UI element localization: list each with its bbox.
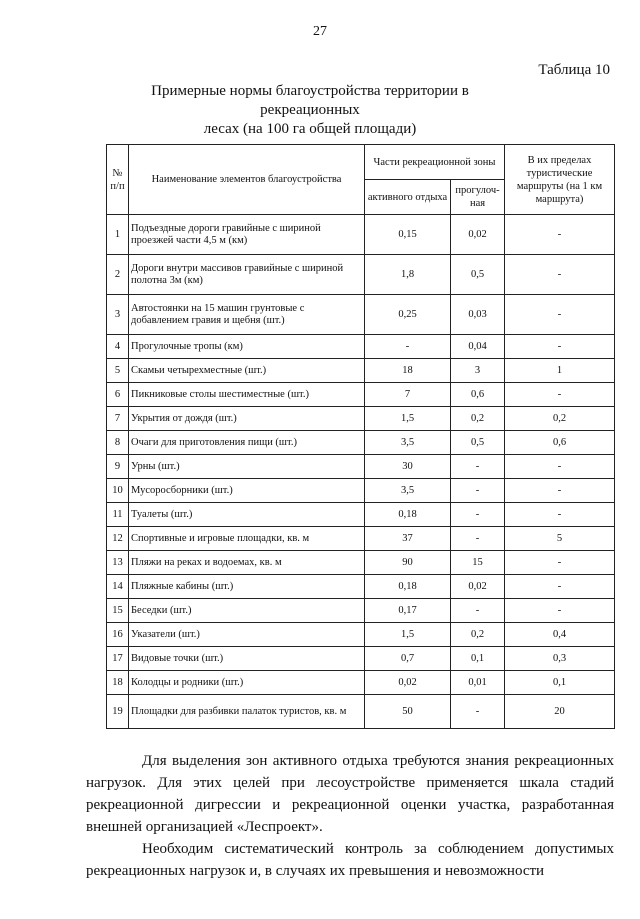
row-name: Укрытия от дождя (шт.)	[129, 407, 365, 431]
row-routes: 0,1	[505, 671, 615, 695]
row-name: Пляжные кабины (шт.)	[129, 575, 365, 599]
row-routes: -	[505, 335, 615, 359]
row-walking: 15	[451, 551, 505, 575]
row-walking: 0,01	[451, 671, 505, 695]
header-walking: прогулоч-ная	[451, 180, 505, 215]
row-walking: -	[451, 503, 505, 527]
row-active: 0,25	[365, 295, 451, 335]
row-routes: -	[505, 599, 615, 623]
row-number: 12	[107, 527, 129, 551]
row-active: 90	[365, 551, 451, 575]
row-active: -	[365, 335, 451, 359]
row-routes: 0,6	[505, 431, 615, 455]
table-row	[107, 255, 615, 295]
row-number: 16	[107, 623, 129, 647]
row-routes: -	[505, 455, 615, 479]
page-number: 27	[313, 24, 327, 39]
row-name: Спортивные и игровые площадки, кв. м	[129, 527, 365, 551]
table-title-line2: лесах (на 100 га общей площади)	[203, 121, 417, 137]
table-row	[107, 295, 615, 335]
row-active: 7	[365, 383, 451, 407]
row-walking: 0,2	[451, 407, 505, 431]
row-walking: 0,5	[451, 255, 505, 295]
row-active: 0,18	[365, 575, 451, 599]
row-routes: 5	[505, 527, 615, 551]
row-name: Пляжи на реках и водоемах, кв. м	[129, 551, 365, 575]
row-number: 8	[107, 431, 129, 455]
row-name: Очаги для приготовления пищи (шт.)	[129, 431, 365, 455]
norms-table	[106, 144, 615, 729]
row-walking: 3	[451, 359, 505, 383]
table-row	[107, 623, 615, 647]
row-name: Автостоянки на 15 машин грунтовые с добавлением гравия и щебня (шт.)	[129, 295, 365, 335]
table-row	[107, 431, 615, 455]
row-number: 13	[107, 551, 129, 575]
table-row	[107, 503, 615, 527]
row-active: 30	[365, 455, 451, 479]
row-active: 18	[365, 359, 451, 383]
row-active: 0,7	[365, 647, 451, 671]
header-zones: Части рекреационной зоны	[365, 145, 505, 180]
row-number: 14	[107, 575, 129, 599]
row-number: 17	[107, 647, 129, 671]
row-walking: 0,6	[451, 383, 505, 407]
row-walking: 0,03	[451, 295, 505, 335]
table-row	[107, 527, 615, 551]
row-active: 50	[365, 695, 451, 729]
row-routes: -	[505, 295, 615, 335]
row-active: 0,02	[365, 671, 451, 695]
row-routes: -	[505, 503, 615, 527]
table-row	[107, 479, 615, 503]
row-number: 4	[107, 335, 129, 359]
row-number: 6	[107, 383, 129, 407]
row-routes: 0,2	[505, 407, 615, 431]
row-routes: -	[505, 383, 615, 407]
row-number: 18	[107, 671, 129, 695]
table-row	[107, 407, 615, 431]
row-walking: 0,5	[451, 431, 505, 455]
table-label: Таблица 10	[538, 62, 610, 78]
row-number: 10	[107, 479, 129, 503]
row-walking: 0,1	[451, 647, 505, 671]
row-active: 37	[365, 527, 451, 551]
row-active: 1,8	[365, 255, 451, 295]
row-walking: -	[451, 479, 505, 503]
row-number: 7	[107, 407, 129, 431]
row-number: 2	[107, 255, 129, 295]
row-active: 0,17	[365, 599, 451, 623]
row-name: Туалеты (шт.)	[129, 503, 365, 527]
row-routes: -	[505, 551, 615, 575]
row-walking: 0,2	[451, 623, 505, 647]
table-row	[107, 695, 615, 729]
row-number: 3	[107, 295, 129, 335]
row-walking: -	[451, 599, 505, 623]
row-walking: 0,04	[451, 335, 505, 359]
row-walking: -	[451, 455, 505, 479]
row-routes: -	[505, 479, 615, 503]
row-name: Урны (шт.)	[129, 455, 365, 479]
row-number: 11	[107, 503, 129, 527]
row-name: Беседки (шт.)	[129, 599, 365, 623]
paragraph-1: Для выделения зон активного отдыха требуются знания рекреационных нагрузок. Для этих целей при лесоустройстве применяется шкала стадий рекреационной дигрессии и рекреационной оценки участка, разработанная внешней организацией «Леспроект».	[86, 753, 614, 835]
row-name: Пикниковые столы шестиместные (шт.)	[129, 383, 365, 407]
row-routes: 20	[505, 695, 615, 729]
row-number: 15	[107, 599, 129, 623]
table-row	[107, 575, 615, 599]
table-row	[107, 647, 615, 671]
row-name: Видовые точки (шт.)	[129, 647, 365, 671]
table-row	[107, 599, 615, 623]
row-name: Скамьи четырехместные (шт.)	[129, 359, 365, 383]
row-number: 5	[107, 359, 129, 383]
body-text	[86, 750, 614, 882]
table-title	[110, 82, 510, 139]
row-routes: 0,3	[505, 647, 615, 671]
row-walking: 0,02	[451, 215, 505, 255]
row-name: Мусоросборники (шт.)	[129, 479, 365, 503]
header-name: Наименование элементов благоустройства	[129, 145, 365, 215]
table-row	[107, 551, 615, 575]
header-routes: В их пределах туристические маршруты (на 1 км маршрута)	[505, 145, 615, 215]
row-active: 1,5	[365, 407, 451, 431]
row-routes: -	[505, 575, 615, 599]
row-number: 9	[107, 455, 129, 479]
row-number: 19	[107, 695, 129, 729]
row-name: Подъездные дороги гравийные с шириной проезжей части 4,5 м (км)	[129, 215, 365, 255]
row-name: Прогулочные тропы (км)	[129, 335, 365, 359]
table-title-line1: Примерные нормы благоустройства территории в рекреационных	[151, 83, 469, 118]
table-row	[107, 215, 615, 255]
table-row	[107, 359, 615, 383]
row-name: Дороги внутри массивов гравийные с шириной полотна 3м (км)	[129, 255, 365, 295]
table-row	[107, 671, 615, 695]
header-active: активного отдыха	[365, 180, 451, 215]
row-active: 3,5	[365, 479, 451, 503]
row-name: Площадки для разбивки палаток туристов, кв. м	[129, 695, 365, 729]
row-active: 0,18	[365, 503, 451, 527]
table-row	[107, 455, 615, 479]
table-row	[107, 383, 615, 407]
header-num: № п/п	[107, 145, 129, 215]
row-routes: 1	[505, 359, 615, 383]
row-walking: -	[451, 695, 505, 729]
row-walking: -	[451, 527, 505, 551]
row-name: Указатели (шт.)	[129, 623, 365, 647]
row-routes: 0,4	[505, 623, 615, 647]
row-number: 1	[107, 215, 129, 255]
paragraph-2: Необходим систематический контроль за соблюдением допустимых рекреационных нагрузок и, в случаях их превышения и невозможности	[86, 841, 614, 879]
row-active: 3,5	[365, 431, 451, 455]
row-active: 0,15	[365, 215, 451, 255]
table-row	[107, 335, 615, 359]
row-routes: -	[505, 215, 615, 255]
row-name: Колодцы и родники (шт.)	[129, 671, 365, 695]
row-routes: -	[505, 255, 615, 295]
row-walking: 0,02	[451, 575, 505, 599]
row-active: 1,5	[365, 623, 451, 647]
